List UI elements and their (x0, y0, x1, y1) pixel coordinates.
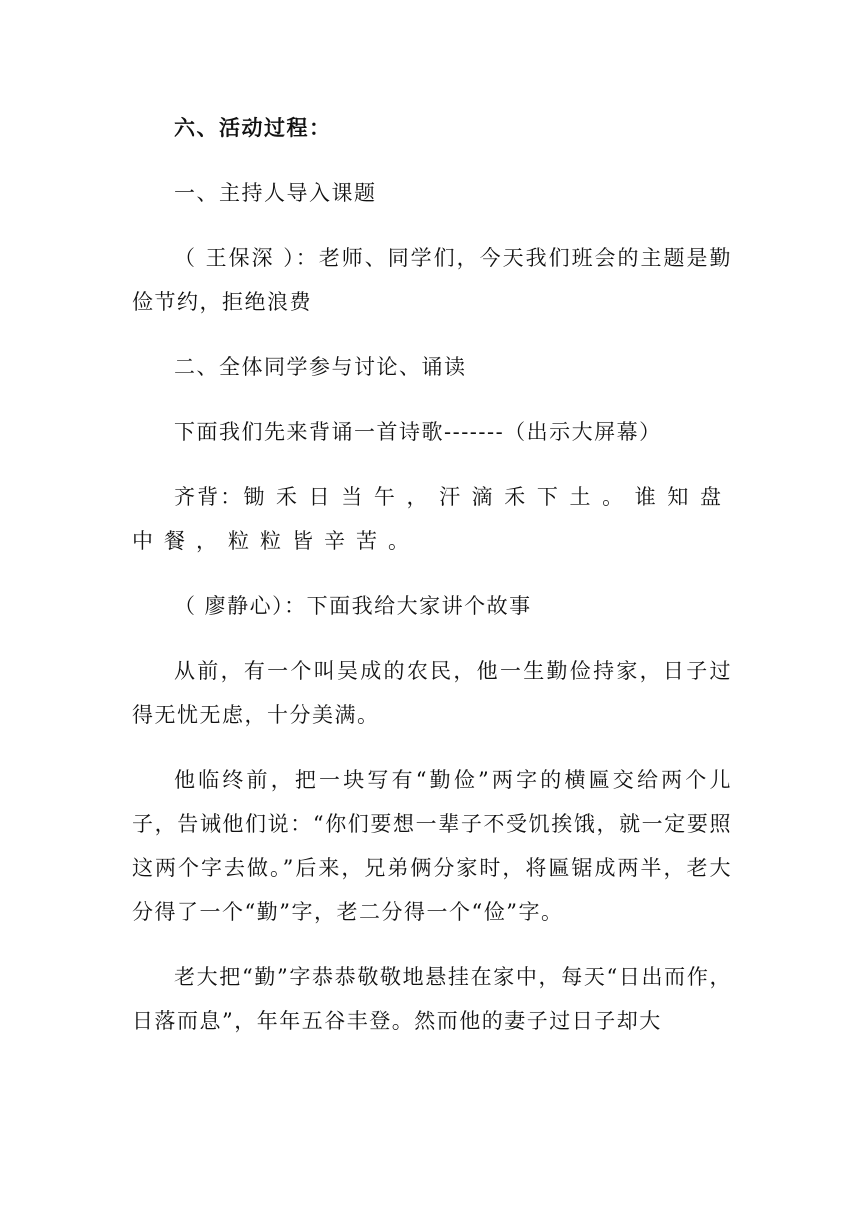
step-one-heading: 一、主持人导入课题 (174, 181, 377, 205)
story-paragraph-3: 老大把“勤”字恭恭敬敬地悬挂在家中，每天“日出而作，日落而息”，年年五谷丰登。然而他的妻子过日子却大 (132, 965, 732, 1033)
poem-intro-paragraph: 下面我们先来背诵一首诗歌-------（出示大屏幕） (174, 420, 662, 444)
poem-lead-label: 齐背： (174, 485, 244, 509)
host-intro-paragraph: （ 王保深 ）：老师、同学们，今天我们班会的主题是勤俭节约，拒绝浪费 (132, 246, 732, 314)
story-intro-paragraph: （ 廖静心）：下面我给大家讲个故事 (174, 594, 532, 618)
document-body (132, 106, 732, 1064)
story-paragraph-2: 他临终前，把一块写有“勤俭”两字的横匾交给两个儿子，告诫他们说：“你们要想一辈子不受饥挨饿，就一定要照这两个字去做。”后来，兄弟俩分家时，将匾锯成两半，老大分得了一个“勤”字，老二分得一个“俭”字。 (132, 768, 732, 924)
step-two-heading: 二、全体同学参与讨论、诵读 (174, 355, 467, 379)
section-heading: 六、活动过程： (174, 115, 332, 140)
story-paragraph-1: 从前，有一个叫吴成的农民，他一生勤俭持家，日子过得无忧无虑，十分美满。 (132, 659, 732, 727)
poem-text: 锄禾日当午，汗滴禾下土。谁知盘中餐，粒粒皆辛苦。 (132, 485, 733, 553)
poem-recitation-paragraph (132, 475, 732, 563)
